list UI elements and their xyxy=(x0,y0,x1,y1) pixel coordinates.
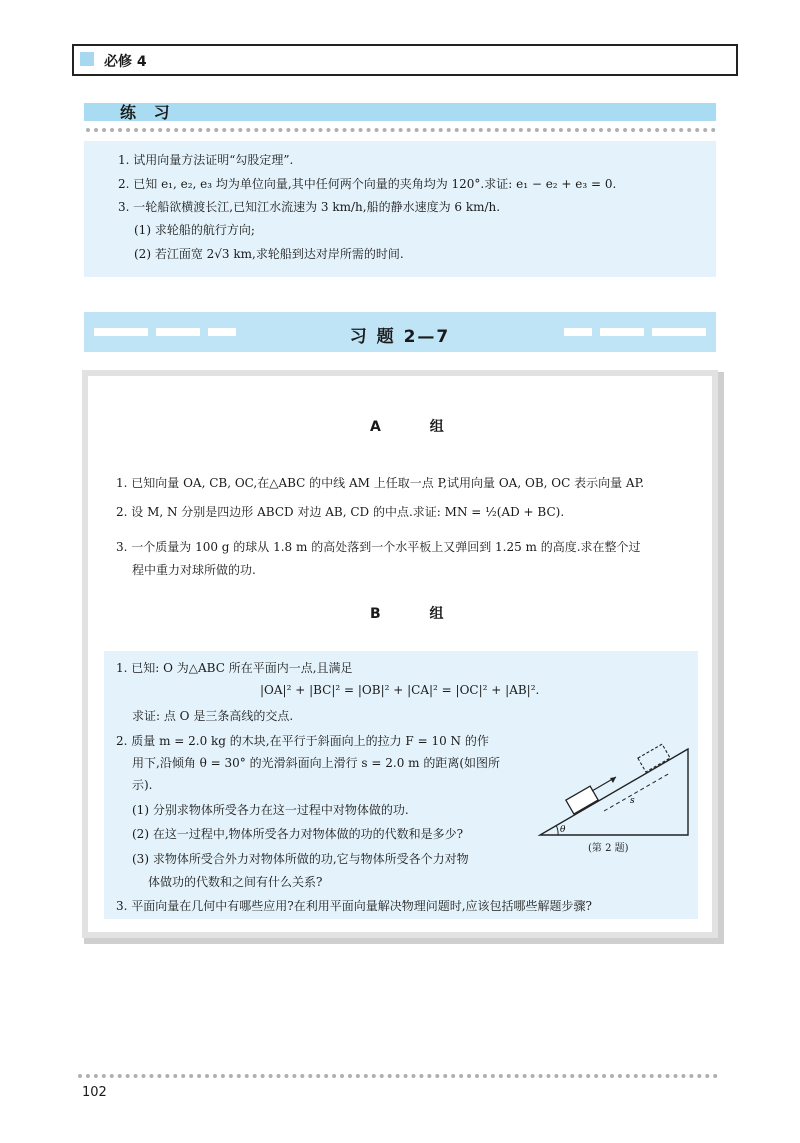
group-b-item-2-sub2: (2) 在这一过程中,物体所受各力对物体做的功的代数和是多少? xyxy=(132,827,464,841)
practice-item-3-2: (2) 若江面宽 2√3 km,求轮船到达对岸所需的时间. xyxy=(134,247,404,261)
group-b-item-2-sub1: (1) 分别求物体所受各力在这一过程中对物体做的功. xyxy=(132,803,409,817)
practice-title-bar xyxy=(84,103,716,121)
group-b-item-3: 3. 平面向量在几何中有哪些应用?在利用平面向量解决物理问题时,应该包括哪些解题步骤? xyxy=(116,899,592,913)
banner-deco-bar xyxy=(564,328,592,336)
group-b-item-2: 2. 质量 m = 2.0 kg 的木块,在平行于斜面向上的拉力 F = 10 N 的作 xyxy=(116,734,489,748)
group-b-item-2-cont: 用下,沿倾角 θ = 30° 的光滑斜面向上滑行 s = 2.0 m 的距离(如图所 xyxy=(132,756,501,770)
header-square-icon xyxy=(80,52,94,66)
block-dashed xyxy=(638,744,670,772)
incline-triangle xyxy=(540,749,688,835)
banner-deco-bar xyxy=(652,328,706,336)
group-a-item-3-cont: 程中重力对球所做的功. xyxy=(132,563,256,577)
group-b-item-1-conclusion: 求证: 点 O 是三条高线的交点. xyxy=(132,709,294,723)
group-a-item-2: 2. 设 M, N 分别是四边形 ABCD 对边 AB, CD 的中点.求证: MN = ½(AD + BC). xyxy=(116,505,565,519)
practice-item-1: 1. 试用向量方法证明“勾股定理”. xyxy=(118,153,294,167)
figure-caption: (第 2 题) xyxy=(588,843,629,854)
footer-dotted-divider xyxy=(78,1074,718,1078)
exercises-title: 习 题 2—7 xyxy=(349,327,451,347)
group-b-box xyxy=(104,651,698,919)
group-b-item-2-sub3-cont: 体做功的代数和之间有什么关系? xyxy=(148,875,323,889)
group-b-equation: |OA|² + |BC|² = |OB|² + |CA|² = |OC|² + |AB|². xyxy=(260,683,540,697)
group-a-item-3: 3. 一个质量为 100 g 的球从 1.8 m 的高处落到一个水平板上又弹回到 1.25 m 的高度.求在整个过 xyxy=(116,540,641,554)
group-a-title: A 组 xyxy=(370,419,466,435)
practice-item-3-1: (1) 求轮船的航行方向; xyxy=(134,223,255,237)
group-b-title: B 组 xyxy=(370,606,466,622)
practice-item-3: 3. 一轮船欲横渡长江,已知江水流速为 3 km/h,船的静水速度为 6 km/h. xyxy=(118,200,501,214)
practice-item-2: 2. 已知 e₁, e₂, e₃ 均为单位向量,其中任何两个向量的夹角均为 120°.求证: e₁ − e₂ + e₃ = 0. xyxy=(118,177,617,191)
running-header xyxy=(72,44,738,76)
incline-figure xyxy=(534,719,694,849)
practice-title: 练 习 xyxy=(120,103,176,122)
angle-arc xyxy=(556,825,558,835)
distance-label: s xyxy=(630,796,635,806)
group-a-item-1: 1. 已知向量 OA, CB, OC,在△ABC 的中线 AM 上任取一点 P,试用向量 OA, OB, OC 表示向量 AP. xyxy=(116,476,645,490)
group-b-item-2-cont2: 示). xyxy=(132,778,153,792)
header-title: 必修 4 xyxy=(104,54,147,70)
dotted-divider xyxy=(86,128,716,132)
group-b-item-1: 1. 已知: O 为△ABC 所在平面内一点,且满足 xyxy=(116,661,353,675)
banner-deco-bar xyxy=(600,328,644,336)
exercises-banner xyxy=(84,312,716,352)
practice-box xyxy=(84,141,716,277)
group-b-item-2-sub3: (3) 求物体所受合外力对物体所做的功,它与物体所受各个力对物 xyxy=(132,852,469,866)
page-number: 102 xyxy=(82,1085,107,1100)
angle-label: θ xyxy=(560,825,566,835)
